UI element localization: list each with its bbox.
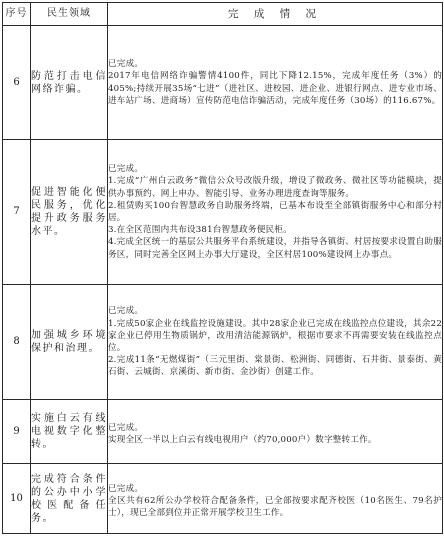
status-line: 全区共有62所公办学校符合配备条件，已全部按要求配齐校医（10名医生、79名护士），现已全部到位并正常开展学校卫生工作。 — [108, 495, 442, 519]
status-line: 2017年电信网络诈骗警情4100件，同比下降12.15%，完成年度任务（3%）的405%;持续开展35场“七进”（进社区、进校园、进企业、进银行网点、进专业市场、进车站广场、进商场）宣传防范电信诈骗活动，完成年度任务（30场）的116.67%。 — [108, 71, 442, 106]
row-field: 实施白云有线电视数字化整转。 — [31, 400, 108, 464]
status-line: 3.在全区范围内共布设381台智慧政务便民柜。 — [108, 225, 292, 236]
status-line: 实现全区一半以上白云有线电视用户（约70,000户）数字整转工作。 — [108, 435, 377, 445]
table-row — [3, 400, 443, 464]
row-field: 完成符合条件的公办中小学校医配备任务。 — [31, 464, 108, 534]
header-field: 民生领域 — [31, 3, 108, 26]
row-number: 9 — [3, 400, 31, 464]
row-status — [108, 400, 443, 464]
header-no: 序号 — [3, 3, 31, 26]
row-number: 6 — [3, 26, 31, 140]
livelihood-progress-table — [2, 2, 443, 534]
header-status: 完 成 情 况 — [108, 3, 443, 26]
header-row — [3, 3, 443, 26]
table-body — [3, 26, 443, 534]
status-line: 已完成。 — [108, 59, 144, 70]
row-number: 7 — [3, 140, 31, 285]
status-line: 已完成。 — [108, 164, 144, 175]
status-line: 1.完成“广州白云政务”微信公众号改版升级，增设了微政务、微社区等功能模块，提供办事预约、网上申办、智能引导、业务办理进度查询等服务。 — [108, 176, 442, 199]
row-number: 8 — [3, 285, 31, 400]
status-line: 2.完成11条“无燃煤街”（三元里街、棠景街、松洲街、同德街、石井街、景泰街、黄石街、云城街、京溪街、新市街、金沙街）创建工作。 — [108, 355, 442, 378]
row-status — [108, 140, 443, 285]
table-row — [3, 285, 443, 400]
row-status — [108, 464, 443, 534]
table-row — [3, 140, 443, 285]
row-status — [108, 26, 443, 140]
row-field: 促进智能化便民服务，优化提升政务服务水平。 — [31, 140, 108, 285]
status-line: 1.完成50家企业在线监控设施建设。其中28家企业已完成在线监控点位建设，其余22家企业已停用生物质锅炉，改用清洁能源锅炉，根据市要求不再需要安装在线监控点位。 — [108, 318, 442, 353]
table-row — [3, 464, 443, 534]
status-line: 2.租赁购买100台智慧政务自助服务终端，已基本布设至全部镇街服务中心和部分村居。 — [108, 200, 442, 223]
table-header — [3, 3, 443, 26]
report-sheet — [2, 2, 442, 534]
status-line: 已完成。 — [108, 422, 144, 433]
row-status — [108, 285, 443, 400]
table-row — [3, 26, 443, 140]
row-number: 10 — [3, 464, 31, 534]
row-field: 防范打击电信网络诈骗。 — [31, 26, 108, 140]
status-line: 已完成。 — [108, 483, 144, 494]
row-field: 加强城乡环境保护和治理。 — [31, 285, 108, 400]
status-line: 已完成。 — [108, 306, 144, 317]
status-line: 4.完成全区统一的基层公共服务平台系统建设，并指导各镇街、村居按要求设置自助服务区，同时完善全区网上办事大厅建设，全区村居100%建设网上办事点。 — [108, 237, 442, 260]
